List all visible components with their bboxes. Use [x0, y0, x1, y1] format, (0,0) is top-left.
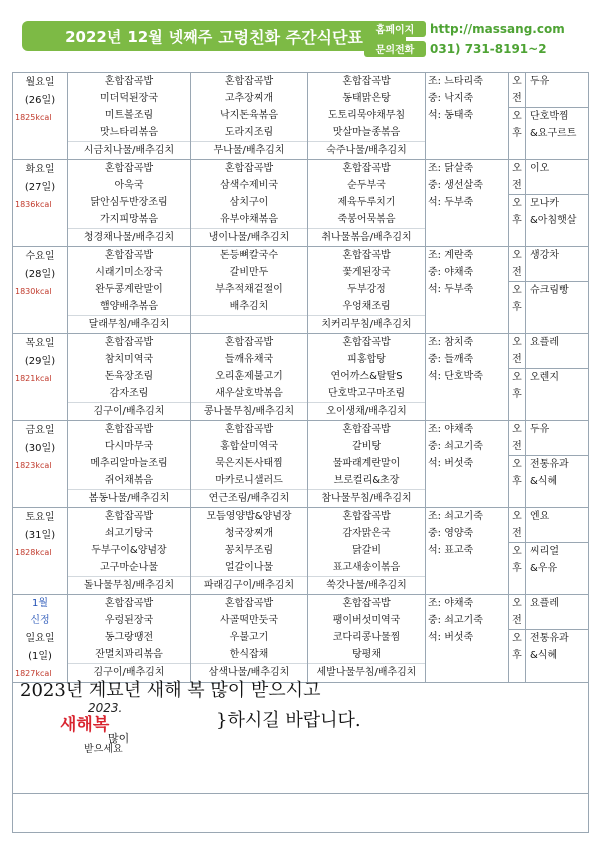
breakfast-item: 혼합잡곡밥 — [104, 163, 154, 174]
porridge-item: 조: 야채죽 — [428, 424, 474, 435]
snack-time-label: 전 — [512, 441, 522, 452]
snack-cell — [526, 160, 589, 247]
day-kcal: 1830kcal — [15, 287, 52, 296]
dinner-item: 연어까스&탈탈S — [330, 371, 403, 382]
dinner-item: 혼합잡곡밥 — [342, 598, 391, 609]
breakfast-cell — [68, 421, 191, 508]
lunch-item: 청국장찌개 — [224, 528, 274, 539]
breakfast-item: 고구마순나물 — [100, 562, 158, 573]
snack-am: 요플레 — [530, 337, 559, 348]
title-week: 넷째주 — [168, 27, 213, 46]
lunch-item: 마카로니샐러드 — [215, 475, 283, 486]
breakfast-item: 시금치나물/배추김치 — [68, 141, 190, 159]
homepage-label: 홈페이지 — [364, 21, 426, 37]
snack-am: 이오 — [530, 163, 550, 174]
dinner-item: 혼합잡곡밥 — [342, 337, 391, 348]
snack-pm: 전통유과 — [526, 455, 588, 473]
snack-am: 두유 — [530, 424, 550, 435]
day-name: 목요일 — [25, 338, 55, 349]
dinner-item: 우엉채조림 — [342, 301, 391, 312]
lunch-cell — [191, 421, 308, 508]
porridge-cell — [426, 421, 509, 508]
breakfast-item: 쇠고기탕국 — [104, 528, 154, 539]
snack-am: 두유 — [530, 76, 550, 87]
dinner-item: 감자맑은국 — [342, 528, 391, 539]
svg-text:새해복: 새해복 — [60, 715, 110, 735]
breakfast-item: 아욱국 — [114, 180, 144, 191]
breakfast-item: 동그랑땡전 — [104, 632, 154, 643]
day-kcal: 1827kcal — [15, 669, 52, 678]
dinner-item: 도토리묵야채무침 — [327, 110, 406, 121]
day-kcal: 1821kcal — [15, 374, 52, 383]
snack-pm: &우유 — [530, 563, 558, 574]
day-cell — [13, 508, 68, 595]
dinner-item: 갈비탕 — [352, 441, 381, 452]
dinner-item: 브로컬리&초장 — [333, 475, 400, 486]
breakfast-item: 햄양배추볶음 — [100, 301, 158, 312]
day-row — [13, 73, 589, 160]
breakfast-item: 김구이/배추김치 — [68, 402, 190, 420]
snack-gap — [526, 264, 588, 281]
breakfast-item: 맛느타리볶음 — [100, 127, 158, 138]
lunch-item: 묵은지돈사태찜 — [215, 458, 283, 469]
dinner-cell — [308, 508, 426, 595]
day-date: (31일) — [24, 530, 56, 541]
lunch-cell — [191, 595, 308, 683]
lunch-item: 꽁치무조림 — [224, 545, 274, 556]
dinner-item: 맛살마늘종볶음 — [332, 127, 401, 138]
breakfast-item: 혼합잡곡밥 — [104, 424, 154, 435]
dinner-item: 참나물무침/배추김치 — [308, 489, 425, 507]
day-cell — [13, 73, 68, 160]
breakfast-item: 혼합잡곡밥 — [104, 76, 154, 87]
day-row — [13, 247, 589, 334]
greeting-line-1: 2023년 계묘년 새해 복 많이 받으시고 — [20, 680, 321, 701]
breakfast-item: 청경채나물/배추김치 — [68, 228, 190, 246]
snack-gap — [526, 351, 588, 368]
lunch-item: 무나물/배추김치 — [191, 141, 307, 159]
snack-time-label: 오 — [512, 250, 522, 261]
phone-number: 031) 731-8191~2 — [430, 41, 547, 56]
breakfast-item: 혼합잡곡밥 — [104, 250, 154, 261]
breakfast-cell — [68, 334, 191, 421]
snack-am: 생강차 — [530, 250, 559, 261]
contact-info — [364, 18, 584, 58]
phone-label: 문의전화 — [364, 41, 426, 57]
day-date: (27일) — [24, 182, 56, 193]
lunch-item — [191, 315, 307, 333]
dinner-cell — [308, 334, 426, 421]
snack-time-label: 후 — [512, 563, 522, 574]
breakfast-item: 메추리알마늘조림 — [90, 458, 168, 469]
porridge-item: 석: 두부죽 — [428, 197, 474, 208]
lunch-item: 한식잡채 — [229, 649, 269, 660]
snack-time-label: 오 — [512, 337, 522, 348]
lunch-item: 삼색나물/배추김치 — [191, 663, 307, 681]
porridge-item: 중: 쇠고기죽 — [428, 441, 483, 452]
snack-time-label: 오 — [512, 76, 522, 87]
snack-time-label: 오 — [512, 424, 522, 435]
snack-time-labels — [509, 334, 526, 421]
day-date: (1일) — [28, 651, 52, 662]
dinner-cell — [308, 73, 426, 160]
dinner-item: 동태맑은탕 — [342, 93, 391, 104]
snack-cell — [526, 595, 589, 683]
lunch-item: 혼합잡곡밥 — [224, 76, 274, 87]
lunch-item: 유부야채볶음 — [220, 214, 278, 225]
snack-gap — [526, 177, 588, 194]
day-name: 금요일 — [25, 425, 55, 436]
lunch-item: 홍합살미역국 — [220, 441, 278, 452]
day-row — [13, 334, 589, 421]
porridge-item: 중: 낙지죽 — [428, 93, 474, 104]
snack-time-label: 오 — [509, 107, 525, 125]
porridge-cell — [426, 247, 509, 334]
snack-time-label: 오 — [509, 194, 525, 212]
phone-row — [364, 40, 547, 57]
porridge-item: 중: 들깨죽 — [428, 354, 474, 365]
lunch-cell — [191, 73, 308, 160]
breakfast-item: 우렁된장국 — [104, 615, 154, 626]
snack-cell — [526, 73, 589, 160]
day-cell — [13, 334, 68, 421]
snack-time-label: 오 — [512, 163, 522, 174]
breakfast-cell — [68, 160, 191, 247]
day-kcal: 1836kcal — [15, 200, 52, 209]
breakfast-item: 혼합잡곡밥 — [104, 511, 154, 522]
snack-gap — [526, 612, 588, 629]
porridge-cell — [426, 595, 509, 683]
title-month: 12월 — [127, 27, 163, 46]
breakfast-cell — [68, 595, 191, 683]
lunch-item: 돈등뼈칼국수 — [220, 250, 278, 261]
snack-cell — [526, 508, 589, 595]
lunch-item: 고추장찌개 — [224, 93, 274, 104]
dinner-item: 팽이버섯미역국 — [332, 615, 401, 626]
snack-pm: 전통유과 — [526, 629, 588, 647]
breakfast-item: 혼합잡곡밥 — [104, 598, 154, 609]
lunch-item: 파래김구이/배추김치 — [191, 576, 307, 594]
snack-cell — [526, 247, 589, 334]
lunch-item: 우불고기 — [229, 632, 269, 643]
day-date: (26일) — [24, 95, 56, 106]
snack-time-label: 오 — [509, 455, 525, 473]
breakfast-item: 미더덕된장국 — [100, 93, 158, 104]
snack-pm: 씨리얼 — [526, 542, 588, 560]
lunch-item: 배추김치 — [229, 301, 269, 312]
breakfast-item: 감자조림 — [109, 388, 149, 399]
day-row — [13, 508, 589, 595]
breakfast-item: 돈육장조림 — [104, 371, 154, 382]
porridge-item: 석: 두부죽 — [428, 284, 474, 295]
blank-row — [13, 794, 589, 833]
day-date: (29일) — [24, 356, 56, 367]
dinner-cell — [308, 595, 426, 683]
dinner-item: 순두부국 — [347, 180, 386, 191]
lunch-item: 혼합잡곡밥 — [224, 163, 274, 174]
holiday-label: 신정 — [30, 615, 50, 626]
snack-time-label: 후 — [512, 650, 522, 661]
porridge-cell — [426, 73, 509, 160]
dinner-item: 세발나물무침/배추김치 — [308, 663, 425, 681]
dinner-item: 물파래계란말이 — [332, 458, 401, 469]
porridge-item: 조: 느타리죽 — [428, 76, 483, 87]
snack-pm: &아침햇살 — [530, 215, 577, 226]
breakfast-item: 미트볼조림 — [104, 110, 154, 121]
lunch-item: 부추적채겉절이 — [215, 284, 283, 295]
breakfast-cell — [68, 73, 191, 160]
snack-am: 요플레 — [530, 598, 559, 609]
lunch-item: 도라지조림 — [224, 127, 274, 138]
lunch-item: 혼합잡곡밥 — [224, 598, 274, 609]
snack-time-labels — [509, 160, 526, 247]
snack-pm — [526, 299, 588, 316]
homepage-link[interactable]: http://massang.com — [430, 21, 565, 36]
day-date: (30일) — [24, 443, 56, 454]
snack-time-label: 후 — [512, 128, 522, 139]
snack-time-label: 후 — [512, 302, 522, 313]
porridge-cell — [426, 160, 509, 247]
snack-time-label: 오 — [512, 598, 522, 609]
porridge-item: 중: 영양죽 — [428, 528, 474, 539]
dinner-cell — [308, 247, 426, 334]
porridge-item: 조: 쇠고기죽 — [428, 511, 483, 522]
breakfast-cell — [68, 247, 191, 334]
porridge-item: 석: 표고죽 — [428, 545, 474, 556]
svg-text:많이: 많이 — [108, 732, 130, 745]
menu-title-banner — [22, 21, 406, 51]
dinner-item: 치커리무침/배추김치 — [308, 315, 425, 333]
dinner-item: 단호박고구마조림 — [327, 388, 406, 399]
snack-pm: 모나카 — [526, 194, 588, 212]
breakfast-item: 가지피망볶음 — [100, 214, 158, 225]
new-year-stamp-image — [54, 694, 174, 754]
dinner-cell — [308, 421, 426, 508]
breakfast-item: 참치미역국 — [104, 354, 154, 365]
breakfast-item: 혼합잡곡밥 — [104, 337, 154, 348]
snack-time-label: 전 — [512, 93, 522, 104]
day-name: 화요일 — [25, 164, 55, 175]
snack-time-label: 전 — [512, 615, 522, 626]
snack-cell — [526, 421, 589, 508]
day-kcal: 1823kcal — [15, 461, 52, 470]
porridge-item: 중: 쇠고기죽 — [428, 615, 483, 626]
lunch-item: 낙지돈육볶음 — [220, 110, 278, 121]
snack-gap — [526, 438, 588, 455]
breakfast-item: 두부구이&양념장 — [91, 545, 167, 556]
day-name: 월요일 — [25, 77, 55, 88]
snack-time-label: 후 — [512, 476, 522, 487]
greeting-line-2: }하시길 바랍니다. — [216, 710, 361, 731]
day-kcal: 1825kcal — [15, 113, 52, 122]
day-cell — [13, 421, 68, 508]
lunch-cell — [191, 508, 308, 595]
lunch-item: 삼색수제비국 — [220, 180, 278, 191]
svg-text:2023.: 2023. — [88, 701, 123, 715]
breakfast-item: 다시마무국 — [104, 441, 154, 452]
lunch-item: 모듬영양밥&양념장 — [206, 511, 292, 522]
breakfast-item: 완두콩계란말이 — [95, 284, 163, 295]
snack-pm: &식혜 — [530, 476, 558, 487]
porridge-cell — [426, 334, 509, 421]
snack-pm: 단호박찜 — [526, 107, 588, 125]
snack-time-label: 오 — [509, 629, 525, 647]
porridge-item: 조: 닭살죽 — [428, 163, 474, 174]
breakfast-item: 돌나물무침/배추김치 — [68, 576, 190, 594]
dinner-item: 혼합잡곡밥 — [342, 250, 391, 261]
snack-time-labels — [509, 508, 526, 595]
snack-pm: 오렌지 — [526, 368, 588, 386]
porridge-item: 중: 야채죽 — [428, 267, 474, 278]
holiday-label: 1월 — [31, 598, 49, 609]
lunch-cell — [191, 334, 308, 421]
dinner-item: 제육두루치기 — [337, 197, 396, 208]
day-row — [13, 595, 589, 683]
lunch-item: 오리훈제불고기 — [215, 371, 283, 382]
snack-cell — [526, 334, 589, 421]
porridge-item: 석: 동태죽 — [428, 110, 474, 121]
lunch-item: 콩나물무침/배추김치 — [191, 402, 307, 420]
dinner-item: 표고새송이볶음 — [332, 562, 401, 573]
breakfast-item: 잔멸치꽈리볶음 — [95, 649, 163, 660]
dinner-item: 혼합잡곡밥 — [342, 163, 391, 174]
snack-pm: 슈크림빵 — [526, 281, 588, 299]
snack-time-label: 전 — [512, 528, 522, 539]
lunch-cell — [191, 247, 308, 334]
day-date: (28일) — [24, 269, 56, 280]
dinner-item: 코다리콩나물찜 — [332, 632, 401, 643]
snack-time-labels — [509, 73, 526, 160]
snack-time-label: 후 — [512, 215, 522, 226]
snack-pm — [526, 386, 588, 403]
lunch-cell — [191, 160, 308, 247]
snack-gap — [526, 525, 588, 542]
snack-time-label: 전 — [512, 267, 522, 278]
breakfast-item: 봄동나물/배추김치 — [68, 489, 190, 507]
dinner-item: 오이생채/배추김치 — [308, 402, 425, 420]
breakfast-item: 김구이/배추김치 — [68, 663, 190, 681]
svg-text:받으세요: 받으세요 — [84, 744, 123, 754]
snack-time-labels — [509, 421, 526, 508]
new-year-greeting — [20, 676, 580, 754]
day-cell — [13, 160, 68, 247]
dinner-item: 혼합잡곡밥 — [342, 76, 391, 87]
lunch-item: 삼치구이 — [229, 197, 269, 208]
lunch-item: 혼합잡곡밥 — [224, 424, 274, 435]
snack-time-label: 전 — [512, 354, 522, 365]
dinner-item: 닭갈비 — [352, 545, 381, 556]
snack-time-labels — [509, 595, 526, 683]
snack-pm: &요구르트 — [530, 128, 577, 139]
day-row — [13, 160, 589, 247]
dinner-item: 혼합잡곡밥 — [342, 511, 391, 522]
porridge-item: 석: 버섯죽 — [428, 458, 474, 469]
day-name: 토요일 — [25, 512, 55, 523]
porridge-item: 석: 버섯죽 — [428, 632, 474, 643]
porridge-item: 조: 야채죽 — [428, 598, 474, 609]
breakfast-item: 닭안심두반장조림 — [90, 197, 168, 208]
dinner-item: 꽃게된장국 — [342, 267, 391, 278]
snack-time-label: 후 — [512, 389, 522, 400]
porridge-item: 중: 생선살죽 — [428, 180, 483, 191]
day-cell — [13, 595, 68, 683]
snack-gap — [526, 90, 588, 107]
snack-time-labels — [509, 247, 526, 334]
dinner-item: 숙주나물/배추김치 — [308, 141, 425, 159]
lunch-item: 새우살호박볶음 — [215, 388, 283, 399]
title-text: 고령친화 주간식단표 — [218, 27, 363, 47]
snack-am: 엔요 — [530, 511, 550, 522]
porridge-item: 석: 단호박죽 — [428, 371, 483, 382]
dinner-cell — [308, 160, 426, 247]
porridge-item: 조: 참치죽 — [428, 337, 474, 348]
lunch-item: 사골떡만둣국 — [220, 615, 278, 626]
lunch-item: 들깨유채국 — [224, 354, 274, 365]
lunch-item: 냉이나물/배추김치 — [191, 228, 307, 246]
day-cell — [13, 247, 68, 334]
snack-time-label: 오 — [509, 281, 525, 299]
snack-time-label: 오 — [512, 511, 522, 522]
lunch-item: 연근조림/배추김치 — [191, 489, 307, 507]
snack-time-label: 오 — [509, 368, 525, 386]
snack-pm: &식혜 — [530, 650, 558, 661]
day-name: 수요일 — [25, 251, 55, 262]
dinner-item: 두부강정 — [347, 284, 386, 295]
lunch-item: 얼갈이나물 — [224, 562, 274, 573]
dinner-item: 쑥갓나물/배추김치 — [308, 576, 425, 594]
dinner-item: 취나물볶음/배추김치 — [308, 228, 425, 246]
dinner-item: 죽봉어묵볶음 — [337, 214, 396, 225]
title-year: 2022년 — [65, 27, 122, 46]
dinner-item: 피홍합탕 — [347, 354, 386, 365]
porridge-item: 조: 계란죽 — [428, 250, 474, 261]
breakfast-item: 쥐어채볶음 — [104, 475, 154, 486]
lunch-item: 갈비만두 — [229, 267, 269, 278]
day-name: 일요일 — [25, 633, 55, 644]
homepage-row — [364, 20, 565, 37]
lunch-item: 혼합잡곡밥 — [224, 337, 274, 348]
porridge-cell — [426, 508, 509, 595]
day-row — [13, 421, 589, 508]
snack-time-label: 전 — [512, 180, 522, 191]
breakfast-cell — [68, 508, 191, 595]
day-kcal: 1828kcal — [15, 548, 52, 557]
dinner-item: 혼합잡곡밥 — [342, 424, 391, 435]
snack-time-label: 오 — [509, 542, 525, 560]
breakfast-item: 시래기미소장국 — [95, 267, 163, 278]
breakfast-item: 달래무침/배추김치 — [68, 315, 190, 333]
dinner-item: 탕평채 — [352, 649, 381, 660]
